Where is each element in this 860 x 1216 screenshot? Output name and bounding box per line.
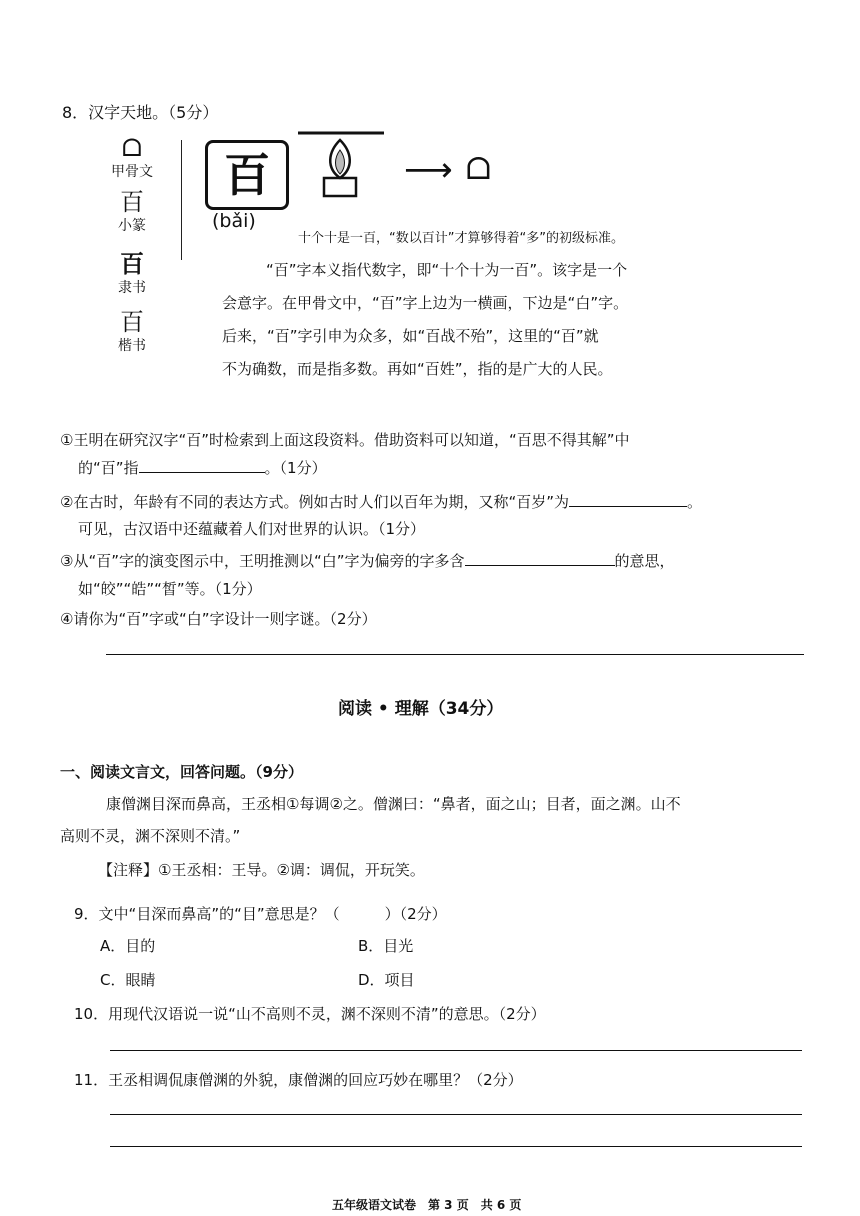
- regular-label: 楷书: [118, 338, 146, 354]
- part1-title: 一、阅读文言文，回答问题。（9分）: [60, 763, 303, 781]
- script-evolution-column: [96, 134, 168, 362]
- passage-line-2: 高则不灵，渊不深则不清。”: [60, 827, 241, 845]
- candle-illustration: [296, 128, 386, 198]
- q10-text: 10．用现代汉语说一说“山不高则不灵，渊不深则不清”的意思。（2分）: [74, 1005, 546, 1023]
- q9-option-b[interactable]: B．目光: [358, 937, 414, 955]
- small-seal-glyph: 百: [120, 188, 144, 216]
- oracle-glyph-result: ᗝ: [466, 152, 491, 187]
- subq4: ④请你为“百”字或“白”字设计一则字谜。（2分）: [60, 610, 377, 628]
- answer-line-q8-4[interactable]: [106, 654, 804, 655]
- q9-option-d[interactable]: D．项目: [358, 971, 415, 989]
- clerical-glyph: 百: [120, 249, 144, 278]
- handwritten-note: 十个十是一百，“数以百计”才算够得着“多”的初级标准。: [298, 231, 624, 246]
- oracle-bone-glyph: ᗝ: [122, 134, 142, 162]
- subq1-suffix: 。（1分）: [264, 459, 327, 477]
- paragraph-line-3: 后来，“百”字引申为众多，如“百战不殆”，这里的“百”就: [222, 327, 599, 345]
- passage-line-1: 康僧渊目深而鼻高，王丞相①每调②之。僧渊曰：“鼻者，面之山；目者，面之渊。山不: [106, 795, 681, 813]
- paragraph-line-1: “百”字本义指代数字，即“十个十为一百”。该字是一个: [266, 261, 628, 279]
- regular-glyph: 百: [120, 308, 144, 336]
- subq1-line2: [78, 458, 327, 478]
- answer-line-q11-a[interactable]: [110, 1114, 802, 1115]
- q9-option-a[interactable]: A．目的: [100, 937, 156, 955]
- paragraph-line-2: 会意字。在甲骨文中，“百”字上边为一横画，下边是“白”字。: [222, 294, 629, 312]
- subq2-suffix: 。: [687, 493, 703, 511]
- q8-title: 8．汉字天地。（5分）: [62, 103, 219, 122]
- subq3-line1: [60, 551, 675, 571]
- paragraph-line-4: 不为确数，而是指多数。再如“百姓”，指的是广大的人民。: [222, 360, 613, 378]
- subq3-line2: 如“皎”“皓”“皙”等。（1分）: [78, 580, 262, 598]
- page-footer: 五年级语文试卷 第 3 页 共 6 页: [332, 1198, 522, 1212]
- annotation-note: 【注释】①王丞相：王导。②调：调侃，开玩笑。: [98, 861, 425, 879]
- q9-text: 9．文中“目深而鼻高”的“目”意思是？（ ）（2分）: [74, 905, 447, 923]
- answer-blank-1[interactable]: [139, 458, 265, 473]
- column-divider: [181, 140, 182, 260]
- small-seal-label: 小篆: [118, 218, 146, 234]
- big-character-box: 百: [205, 140, 289, 210]
- subq1-prefix: 的“百”指: [78, 459, 139, 477]
- q9-option-c[interactable]: C．眼睛: [100, 971, 156, 989]
- answer-line-q10[interactable]: [110, 1050, 802, 1051]
- pinyin: (bǎi): [212, 210, 256, 232]
- subq1-line1: ①王明在研究汉字“百”时检索到上面这段资料。借助资料可以知道，“百思不得其解”中: [60, 431, 630, 449]
- clerical-label: 隶书: [118, 280, 146, 296]
- subq3-suffix: 的意思，: [614, 552, 675, 570]
- oracle-bone-label: 甲骨文: [111, 164, 153, 180]
- section-title: 阅读 • 理解（34分）: [338, 699, 504, 719]
- answer-blank-2[interactable]: [569, 492, 687, 507]
- subq2-text: ②在古时，年龄有不同的表达方式。例如古时人们以百年为期，又称“百岁”为: [60, 493, 569, 511]
- subq3-text: ③从“百”字的演变图示中，王明推测以“白”字为偏旁的字多含: [60, 552, 465, 570]
- answer-blank-3[interactable]: [465, 551, 615, 566]
- q11-text: 11．王丞相调侃康僧渊的外貌，康僧渊的回应巧妙在哪里？（2分）: [74, 1071, 523, 1089]
- subq2-line2: 可见，古汉语中还蕴藏着人们对世界的认识。（1分）: [78, 520, 426, 538]
- subq2-line1: [60, 492, 702, 512]
- arrow-icon: ⟶: [404, 150, 453, 190]
- answer-line-q11-b[interactable]: [110, 1146, 802, 1147]
